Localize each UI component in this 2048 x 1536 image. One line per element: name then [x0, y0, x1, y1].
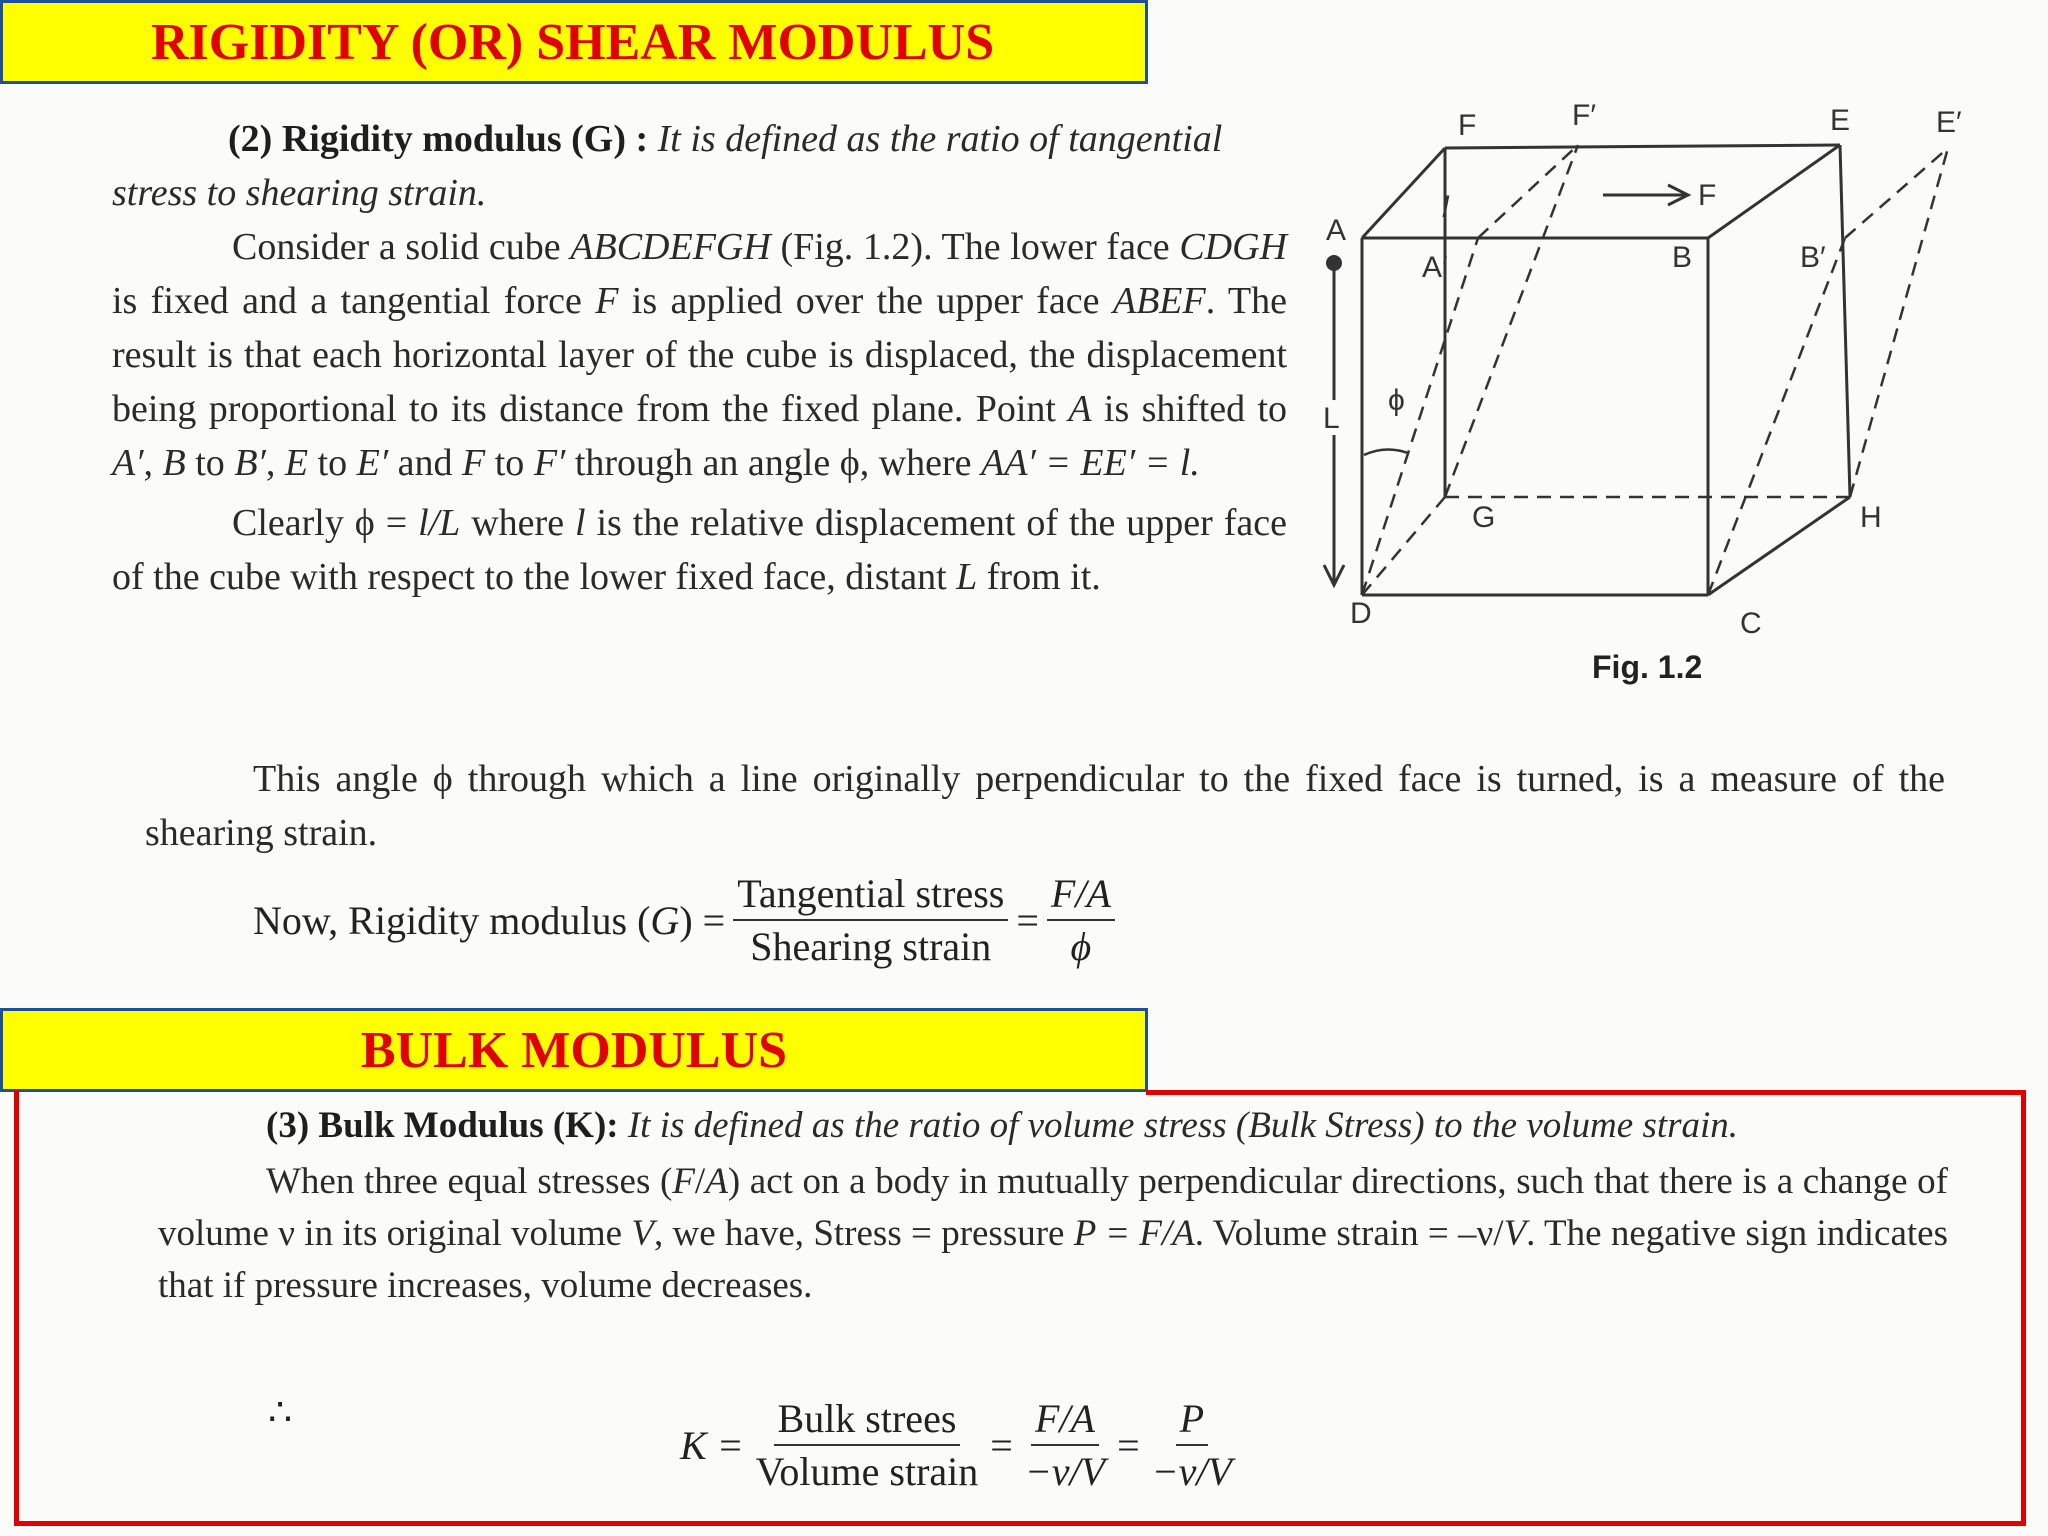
sheared-edge-C-B-prime	[1708, 238, 1845, 595]
label-L: L	[1323, 402, 1340, 435]
edge-CH	[1708, 497, 1850, 595]
sheared-edge-G-F-prime	[1445, 145, 1578, 497]
label-l: l	[1442, 191, 1449, 224]
rigidity-def-italic-1: It is defined as the ratio of	[657, 118, 1059, 160]
bulk-text-block	[158, 1100, 1948, 1312]
bulk-equation: K = $\frac{\text{Bulk strees}}{\text{Volume strain}}$ = $\frac{F/A}{-\nu/V}$ = $\frac{P}{-\nu/V}$	[680, 1395, 1244, 1495]
rigidity-def-number: (2)	[228, 118, 273, 160]
hidden-edge-DG	[1362, 497, 1445, 595]
bulk-banner	[0, 1008, 1148, 1092]
rigidity-banner-title: RIGIDITY (OR) SHEAR MODULUS	[151, 13, 995, 71]
cube-shear-figure	[1300, 95, 1980, 705]
label-E-prime: E′	[1936, 106, 1962, 139]
sheared-edge-H-E-prime	[1850, 148, 1948, 497]
label-B: B	[1672, 241, 1693, 274]
bulk-paragraph: When three equal stresses (F/A) act on a body in mutually perpendicular directions, such that there is a change of volume ν in its original volume V, we have, Stress = pressure P = F/A. Volume strain = –ν/V. The negative sign indicates that if pressure increases, volume decreases.	[158, 1161, 1948, 1306]
edge-FE	[1445, 145, 1840, 148]
label-G: G	[1472, 501, 1496, 534]
label-D: D	[1350, 597, 1372, 630]
rigidity-banner	[0, 0, 1148, 84]
bulk-def-title: Bulk Modulus (K):	[318, 1105, 619, 1146]
bulk-definition	[158, 1100, 1948, 1152]
bulk-banner-title: BULK MODULUS	[360, 1021, 788, 1079]
anchor-dot	[1326, 255, 1342, 271]
label-force: F	[1698, 179, 1717, 212]
bulk-fraction-1: $\frac{\text{Bulk strees}}{\text{Volume strain}}$	[755, 1396, 979, 1494]
rigidity-def-italic-2: tangential stress to shearing strain.	[112, 118, 1223, 214]
force-arrow	[1603, 185, 1688, 205]
bulk-section-frame-top	[1146, 1090, 2026, 1095]
bulk-def-italic: It is defined as the ratio of volume stress (Bulk Stress) to the volume strain.	[627, 1105, 1739, 1146]
label-A: A	[1326, 214, 1347, 247]
bulk-fraction-3: $\frac{P}{-\nu/V}$	[1151, 1396, 1232, 1494]
bulk-def-number: (3)	[266, 1105, 310, 1146]
sheared-edge-B-prime-E-prime	[1845, 148, 1948, 238]
rigidity-fraction-1: $\frac{\text{Tangential stress}}{\text{Shearing strain}}$	[733, 870, 1008, 970]
label-C: C	[1740, 607, 1762, 640]
label-F-prime: F′	[1572, 99, 1596, 132]
edge-BE	[1708, 145, 1840, 238]
label-F: F	[1458, 109, 1477, 142]
rigidity-def-title: Rigidity modulus (G) :	[281, 118, 649, 160]
phi-arc	[1364, 449, 1408, 455]
figure-caption: Fig. 1.2	[1592, 649, 1703, 685]
rigidity-fraction-2: $\frac{F/A}{\phi}$	[1047, 870, 1115, 970]
label-H: H	[1860, 501, 1882, 534]
label-E: E	[1830, 104, 1851, 137]
edge-HE	[1840, 145, 1850, 497]
rigidity-text-block	[112, 112, 1287, 604]
rigidity-paragraph-1: Consider a solid cube ABCDEFGH (Fig. 1.2). The lower face CDGH is fixed and a tangential force F is applied over the upper face ABEF. The result is that each horizontal layer of the cube is displaced, the displacement being proportional to its distance from the fixed plane. Point A is shifted to A′, B to B′, E to E′ and F to F′ through an angle ϕ, where AA′ = EE′ = l.	[112, 226, 1287, 484]
rigidity-definition	[112, 112, 1287, 220]
sheared-edge-DA-prime	[1362, 238, 1478, 595]
label-phi: ϕ	[1388, 384, 1405, 417]
bulk-therefore: ∴	[268, 1392, 293, 1434]
bulk-fraction-2: $\frac{F/A}{-\nu/V}$	[1024, 1396, 1106, 1494]
edge-AF	[1362, 148, 1445, 238]
rigidity-paragraph-2: Clearly ϕ = l/L where l is the relative displacement of the upper face of the cube with respect to the lower fixed face, distant L from it.	[112, 502, 1287, 598]
rigidity-equation: Now, Rigidity modulus ( G ) = $\frac{\text{Tangential stress}}{\text{Shearing strain}}$ = $\frac{F/A}{\phi}$	[253, 870, 1123, 970]
rigidity-paragraph-3: This angle ϕ through which a line originally perpendicular to the fixed face is turned, is a measure of the shearing strain.	[145, 758, 1945, 854]
sheared-edge-A-prime-F-prime	[1478, 145, 1578, 238]
label-A-prime: A′	[1422, 251, 1448, 284]
label-B-prime: B′	[1800, 241, 1826, 274]
